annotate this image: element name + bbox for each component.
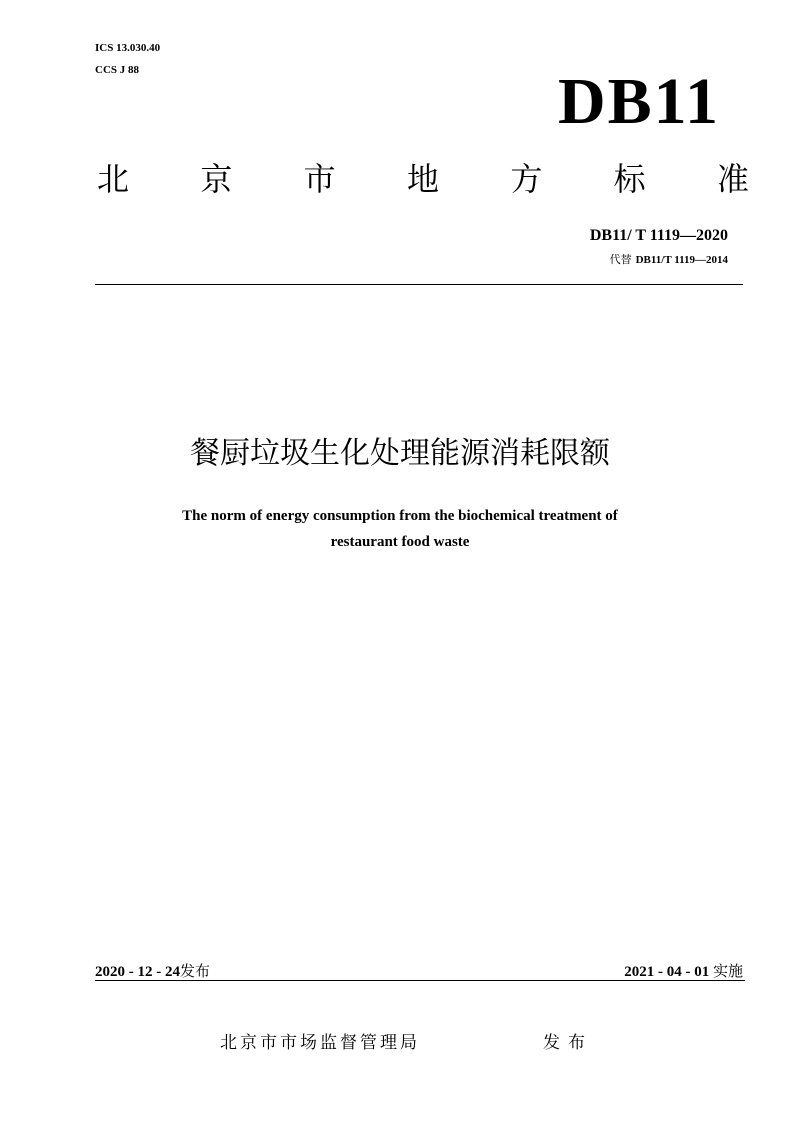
replaces-label: 代替 [609, 253, 632, 266]
replaces-row [610, 252, 728, 268]
title-english-line: restaurant food waste [330, 534, 470, 550]
header-divider [95, 284, 743, 285]
date-divider [95, 980, 745, 981]
implementation-date-suffix: 实施 [712, 962, 743, 980]
standard-type-char: 北 [97, 160, 130, 198]
standard-type-char: 准 [716, 160, 749, 198]
ics-code: ICS 13.030.40 [95, 42, 161, 54]
standard-type-char: 市 [303, 160, 336, 198]
standard-type-char: 京 [200, 160, 233, 198]
issue-date-suffix: 发布 [180, 962, 211, 980]
standard-type-row [97, 152, 749, 202]
title-chinese: 餐厨垃圾生化处理能源消耗限额 [190, 436, 610, 471]
title-english-line: The norm of energy consumption from the biochemical treatment of [182, 508, 618, 524]
issue-date-value: 2020 - 12 - 24 [95, 964, 180, 980]
standard-type-char: 标 [613, 160, 646, 198]
standard-number: DB11/ T 1119—2020 [589, 227, 728, 244]
db-code-logo: DB11 [557, 65, 720, 138]
standard-type-char: 方 [510, 160, 543, 198]
replaces-value: DB11/T 1119—2014 [635, 254, 728, 266]
title-english [0, 503, 800, 555]
implementation-date-value: 2021 - 04 - 01 [624, 964, 710, 980]
issuing-authority: 北京市市场监督管理局 [220, 1033, 420, 1053]
standard-type-char: 地 [406, 160, 439, 198]
publish-label: 发布 [543, 1033, 593, 1053]
ccs-code: CCS J 88 [95, 64, 140, 76]
